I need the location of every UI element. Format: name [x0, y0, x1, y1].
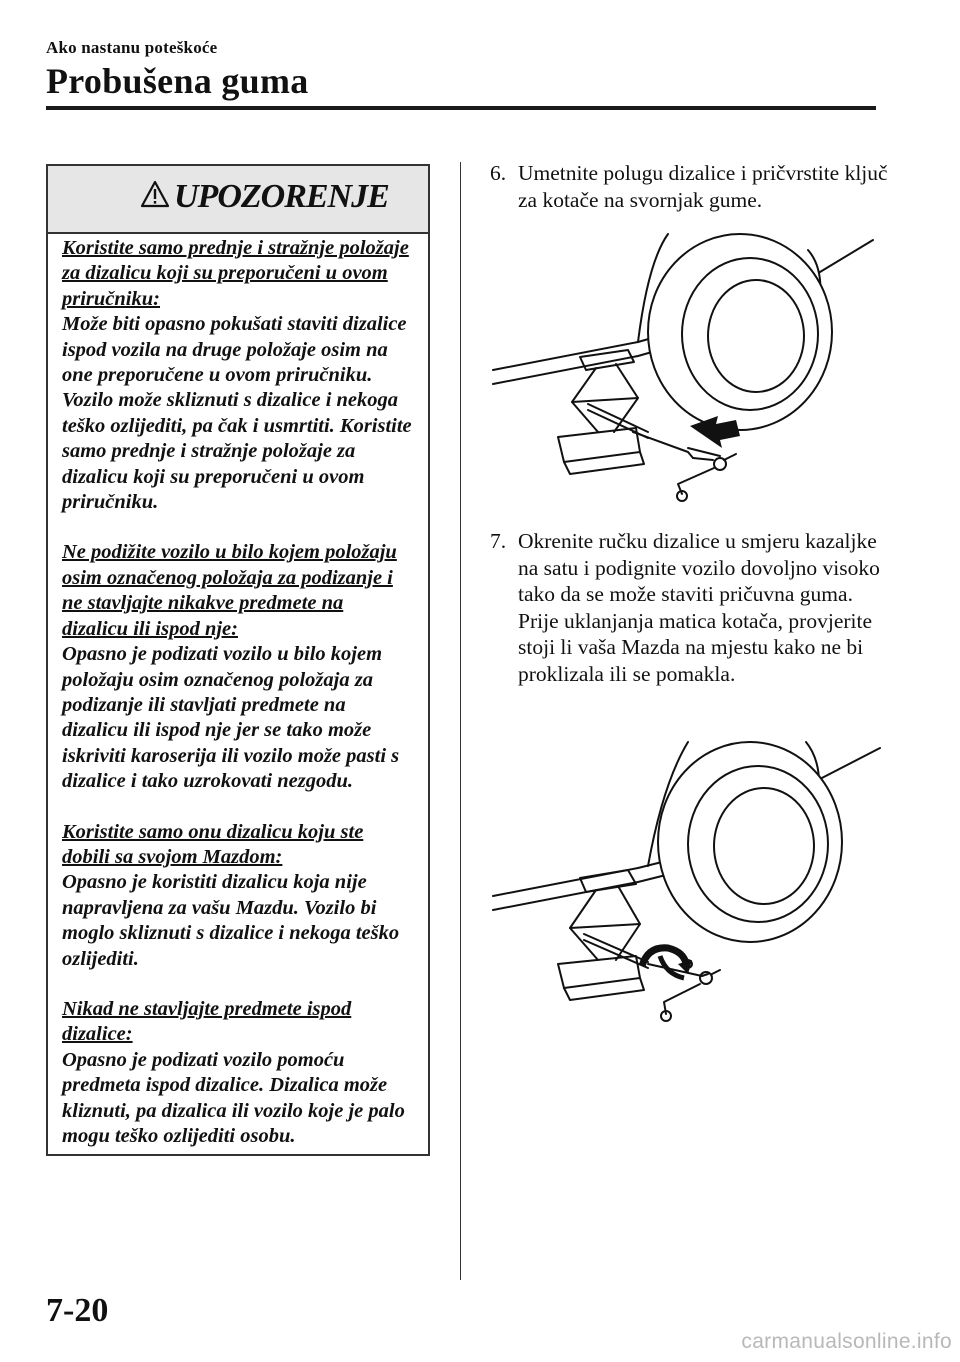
warning-heading: Koristite samo onu dizalicu koju ste dobili sa svojom Mazdom: — [62, 820, 364, 868]
warning-triangle-icon — [140, 180, 170, 208]
step-text: Okrenite ručku dizalice u smjeru kazaljke na satu i podignite vozilo dovoljno visoko tako da se može staviti pričuvna guma. Prije uklanjanja matica kotača, provjerite stoji li vaša Mazda na mjestu kako ne bi proklizala ili se pomakla. — [518, 529, 880, 686]
warning-heading: Ne podižite vozilo u bilo kojem položaju osim označenog položaja za podizanje i ne stavljajte nikakve predmete na dizalicu ili ispod nje: — [62, 541, 397, 640]
warning-title: UPOZORENJE — [174, 178, 389, 215]
warning-text: Opasno je podizati vozilo pomoću predmeta ispod dizalice. Dizalica može kliznuti, pa dizalica ili vozilo koje je palo mogu teško ozlijediti osobu. — [62, 1048, 405, 1147]
warning-text: Opasno je koristiti dizalicu koja nije napravljena za vašu Mazdu. Vozilo bi moglo skliznuti s dizalice i nekoga teško ozlijediti. — [62, 871, 400, 970]
header-rule — [46, 106, 876, 110]
jack-lever-illustration — [488, 222, 878, 510]
step-6 — [490, 160, 890, 213]
warning-body — [62, 236, 414, 1174]
column-divider — [460, 162, 461, 1280]
warning-text: Može biti opasno pokušati staviti dizalice ispod vozila na druge položaje osim na one preporučene u ovom priručniku. Vozilo može skliznuti s dizalice i nekoga teško ozlijediti, pa čak i usmrtiti. Koristite samo prednje i stražnje položaje za dizalicu koji su preporučeni u ovom priručniku. — [62, 313, 412, 514]
warning-text: Opasno je podizati vozilo u bilo kojem položaju osim označenog položaja za podizanje ili stavljati predmete na dizalicu ili ispod nje jer se tako može iskriviti karoserija ili vozilo može pasti s dizalice i tako uzrokovati nezgodu. — [62, 643, 400, 793]
warning-block — [62, 236, 414, 515]
warning-block — [62, 997, 414, 1149]
section-label: Ako nastanu poteškoće — [46, 38, 218, 57]
page-title: Probušena guma — [46, 61, 309, 101]
step-7 — [490, 528, 890, 687]
page-number: 7-20 — [46, 1292, 109, 1329]
step-number: 7. — [490, 529, 507, 553]
watermark: carmanualsonline.info — [741, 1330, 952, 1353]
warning-box — [46, 164, 430, 1156]
warning-header — [48, 166, 428, 234]
step-text: Umetnite polugu dizalice i pričvrstite ključ za kotače na svornjak gume. — [518, 161, 888, 212]
warning-heading: Koristite samo prednje i stražnje položaje za dizalicu koji su preporučeni u ovom priručniku: — [62, 237, 409, 310]
step-number: 6. — [490, 161, 507, 185]
jack-raise-illustration — [488, 738, 884, 1028]
warning-heading: Nikad ne stavljajte predmete ispod dizalice: — [62, 997, 352, 1046]
warning-block — [62, 540, 414, 794]
warning-block — [62, 820, 414, 972]
